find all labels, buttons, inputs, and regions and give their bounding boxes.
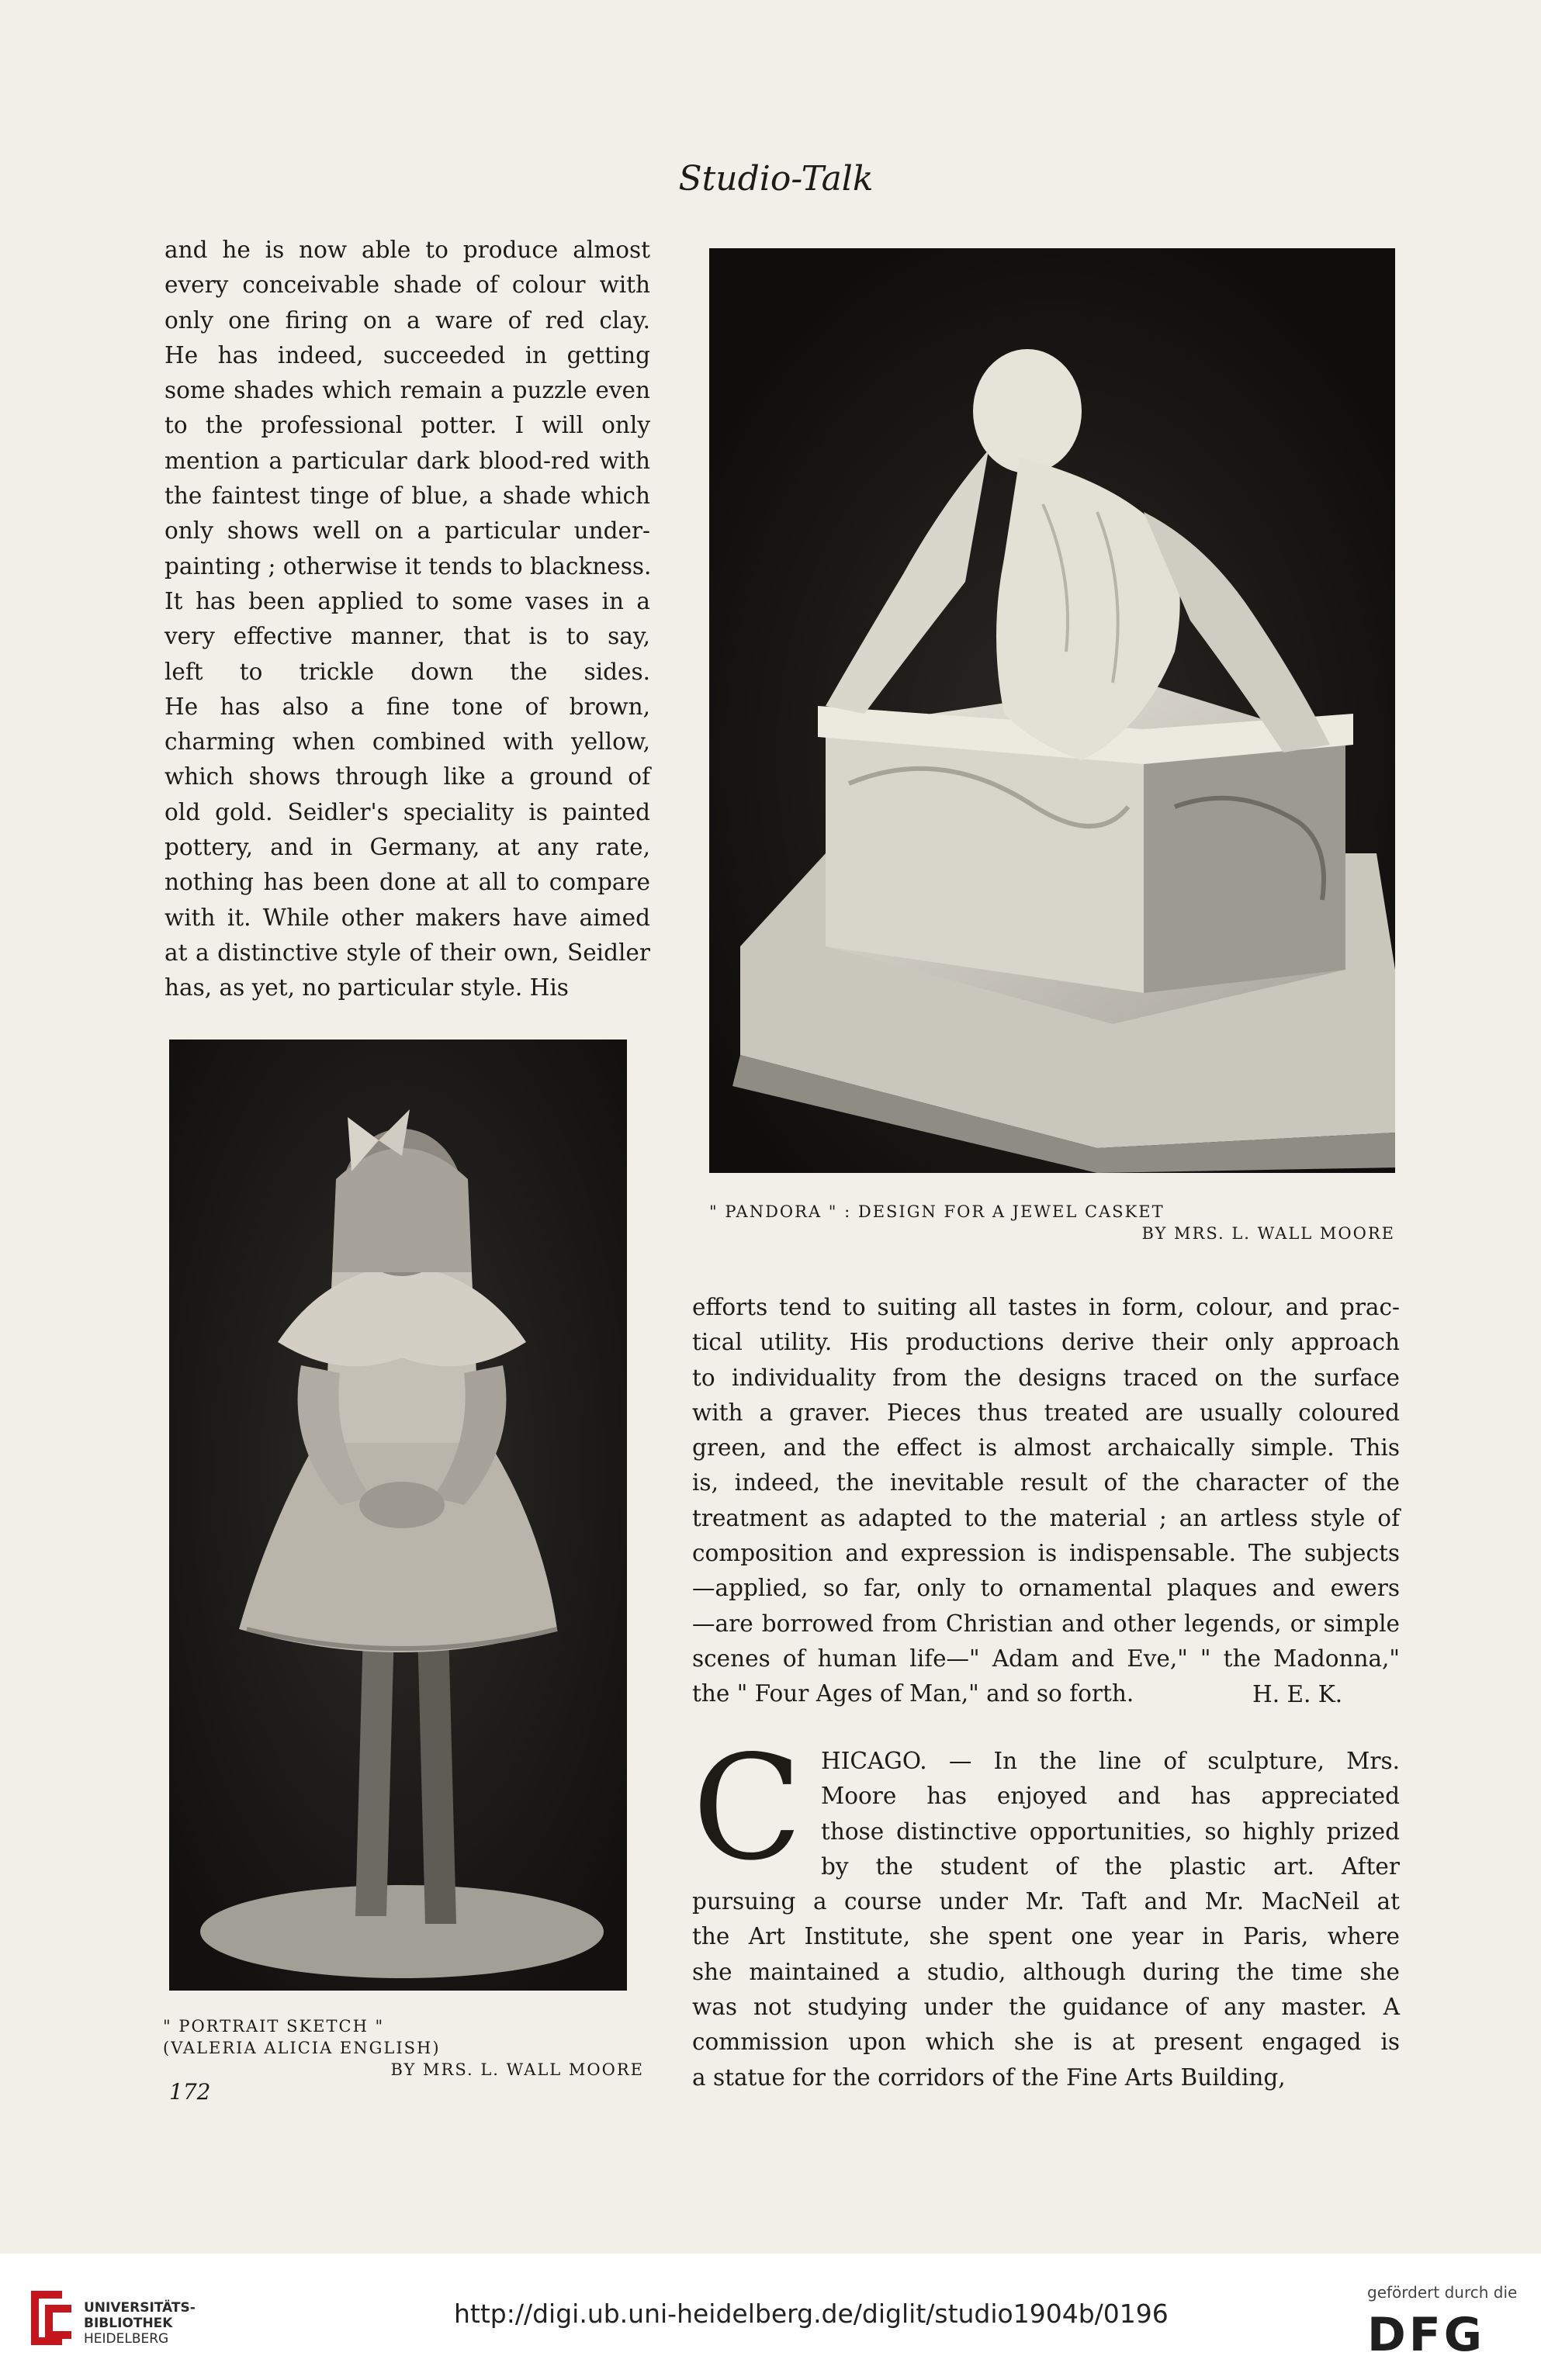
- text-line: pursuing a course under Mr. Taft and Mr. MacNeil at: [692, 1888, 1400, 1915]
- text-line: which shows through like a ground of: [164, 763, 650, 790]
- text-line: is, indeed, the inevitable result of the character of the: [692, 1469, 1400, 1496]
- text-line: commission upon which she is at present engaged is: [692, 2029, 1400, 2056]
- text-line: charming when combined with yellow,: [164, 728, 650, 756]
- funding-note: gefördert durch die: [1367, 2283, 1518, 2302]
- text-line: the Art Institute, she spent one year in Paris, where: [692, 1923, 1400, 1950]
- portrait-sketch-photograph: [169, 1040, 627, 1991]
- text-line: mention a particular dark blood-red with: [164, 447, 650, 474]
- text-line: has, as yet, no particular style. His: [164, 974, 569, 1001]
- university-library-logo-icon: [23, 2283, 78, 2353]
- text-line: He has also a fine tone of brown,: [164, 693, 650, 720]
- text-line: and he is now able to produce almost: [164, 237, 650, 263]
- text-line: treatment as adapted to the material ; an artless style of: [692, 1504, 1400, 1531]
- text-line: those distinctive opportunities, so highly prized: [821, 1818, 1400, 1845]
- right-column-text: [692, 1290, 1400, 1712]
- text-line: some shades which remain a puzzle even: [164, 377, 650, 404]
- text-line: the " Four Ages of Man," and so forth.: [692, 1680, 1134, 1707]
- page-number: 172: [169, 2079, 211, 2105]
- text-line: Moore has enjoyed and has appreciated: [821, 1783, 1400, 1810]
- text-line: left to trickle down the sides.: [164, 658, 650, 685]
- text-line: painting ; otherwise it tends to blackness.: [164, 552, 652, 579]
- text-line: every conceivable shade of colour with: [164, 272, 650, 299]
- text-line: He has indeed, succeeded in getting: [164, 341, 650, 368]
- left-column-text: [164, 233, 650, 1006]
- pandora-photograph: [709, 248, 1395, 1173]
- author-initials: H. E. K.: [1252, 1681, 1343, 1707]
- text-line: only shows well on a particular under-: [164, 517, 650, 545]
- text-line: pottery, and in Germany, at any rate,: [164, 834, 650, 861]
- text-line: —applied, so far, only to ornamental plaques and ewers: [692, 1575, 1400, 1602]
- text-line: to individuality from the designs traced on the surface: [692, 1364, 1400, 1391]
- pandora-caption-credit: BY MRS. L. WALL MOORE: [1141, 1224, 1395, 1243]
- permalink-url[interactable]: http://digi.ub.uni-heidelberg.de/diglit/studio1904b/0196: [454, 2299, 1169, 2329]
- portrait-caption: [163, 2015, 644, 2081]
- text-line: to the professional potter. I will only: [164, 412, 650, 439]
- drop-cap: C: [692, 1724, 803, 1892]
- pandora-caption-title: " PANDORA " : DESIGN FOR A JEWEL CASKET: [709, 1202, 1165, 1221]
- text-line: old gold. Seidler's speciality is painted: [164, 798, 650, 825]
- portrait-caption-title: " PORTRAIT SKETCH ": [163, 2017, 385, 2036]
- text-line: nothing has been done at all to compare: [164, 869, 650, 896]
- text-line: at a distinctive style of their own, Seidler: [164, 939, 650, 966]
- running-head: Studio-Talk: [678, 159, 874, 199]
- pandora-caption: [709, 1201, 1395, 1244]
- girl-statuette-image: [169, 1040, 627, 1991]
- library-name: UNIVERSITÄTS- BIBLIOTHEK: [84, 2300, 196, 2331]
- text-line: It has been applied to some vases in a: [164, 587, 650, 614]
- chicago-section: [692, 1724, 1400, 2095]
- text-line: efforts tend to suiting all tastes in form, colour, and prac-: [692, 1294, 1400, 1320]
- text-line: tical utility. His productions derive their only approach: [692, 1329, 1400, 1356]
- text-line: only one firing on a ware of red clay.: [164, 306, 650, 334]
- text-line: she maintained a studio, although during the time she: [692, 1958, 1400, 1985]
- text-line: composition and expression is indispensable. The subjects: [692, 1540, 1400, 1567]
- pandora-sculpture-image: [709, 248, 1395, 1173]
- text-line: was not studying under the guidance of any master. A: [692, 1994, 1400, 2021]
- text-line: with it. While other makers have aimed: [164, 904, 650, 931]
- text-line: HICAGO. — In the line of sculpture, Mrs.: [821, 1748, 1400, 1774]
- text-line: by the student of the plastic art. After: [821, 1852, 1400, 1880]
- text-line: with a graver. Pieces thus treated are usually coloured: [692, 1399, 1400, 1426]
- text-line: —are borrowed from Christian and other legends, or simple: [692, 1610, 1400, 1637]
- text-line: green, and the effect is almost archaically simple. This: [692, 1434, 1400, 1462]
- text-line: a statue for the corridors of the Fine Arts Building,: [692, 2063, 1286, 2091]
- digitization-footer: [0, 2254, 1541, 2380]
- text-line: the faintest tinge of blue, a shade which: [164, 483, 650, 510]
- text-line: very effective manner, that is to say,: [164, 623, 650, 650]
- portrait-caption-credit: BY MRS. L. WALL MOORE: [390, 2060, 644, 2079]
- portrait-caption-sitter: (VALERIA ALICIA ENGLISH): [163, 2039, 441, 2057]
- text-line: scenes of human life—" Adam and Eve," " the Madonna,": [692, 1645, 1400, 1672]
- dfg-logo: DFG: [1367, 2308, 1486, 2362]
- library-city: HEIDELBERG: [84, 2331, 169, 2347]
